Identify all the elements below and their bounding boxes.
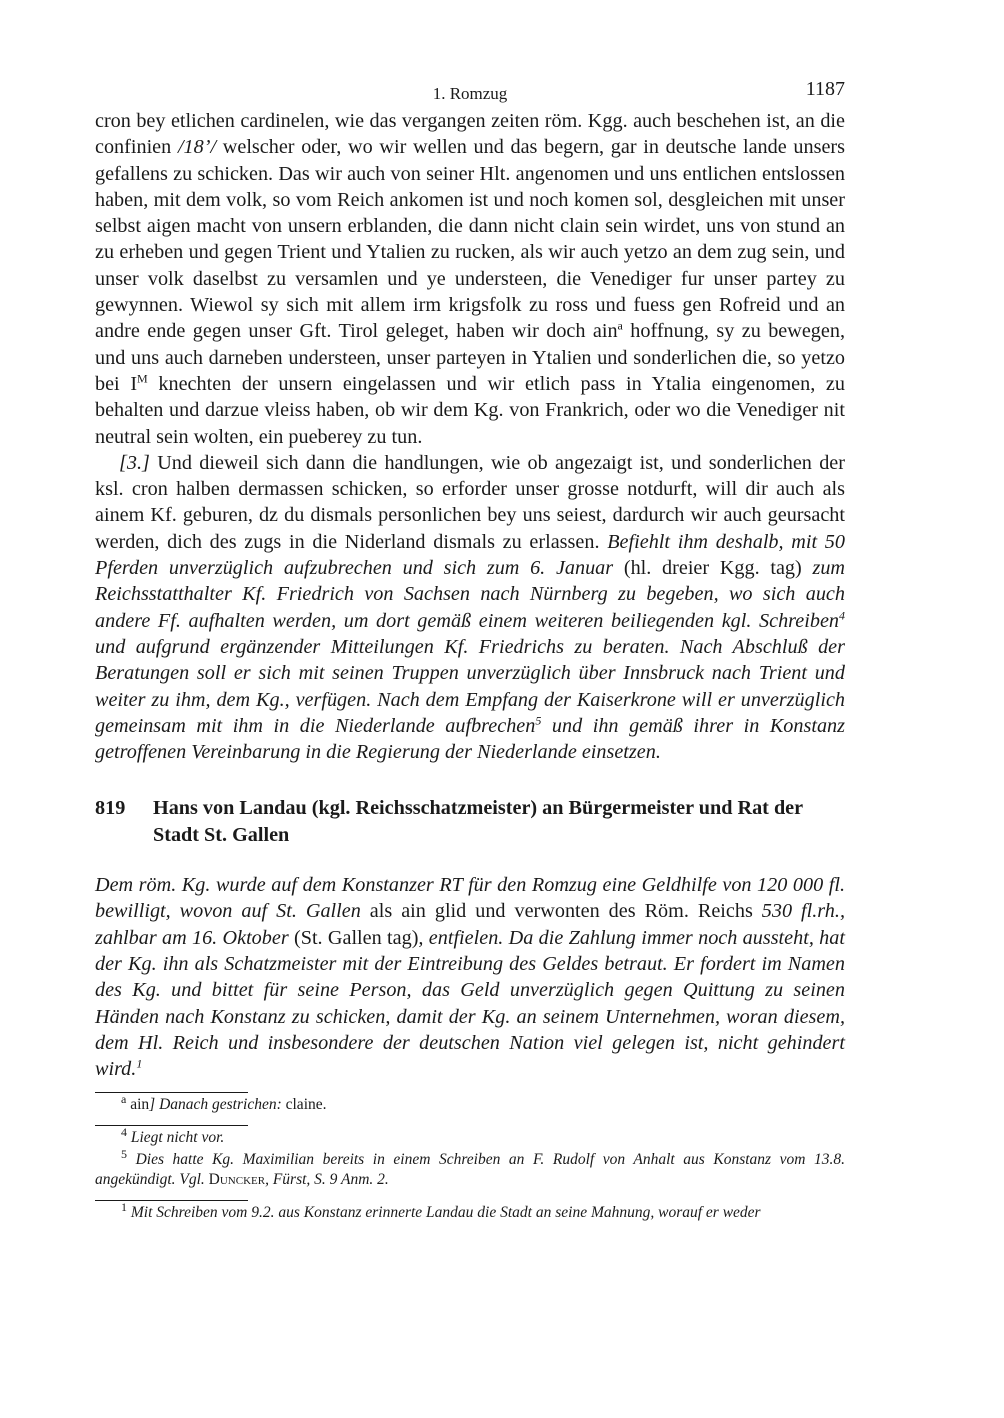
- text-run: (St. Gallen tag): [288, 926, 419, 949]
- footnote-mark: 1: [121, 1200, 127, 1215]
- text-run: knechten der unsern eingelassen und wir etlich pass in Ytalia eingenomen, zu behalten und darzue vleiss haben, ob wir dem Kg. von Frankrich, oder wo die Venediger nit neutral sein wolten, ein pueberey zu tun.: [95, 372, 845, 448]
- footnote-rule: [95, 1125, 248, 1126]
- document-title: Hans von Landau (kgl. Reichsschatzmeister) an Bürgermeister und Rat der Stadt St. Gallen: [153, 797, 803, 846]
- regest-italic: und aufgrund ergänzender Mitteilungen Kf. Friedrichs zu beraten. Nach Abschluß der Beratungen soll er sich mit seinen Truppen unverzüglich über Innsbruck nach Trient und weiter zu ihm, dem Kg., verfügen. Nach dem Empfang der Kaiserkrone will er unverzüglich gemeinsam mit ihm in die Niederlande aufbrechen: [95, 635, 845, 737]
- document-number: 819: [95, 797, 126, 820]
- footnote-italic: , Fürst, S. 9 Anm. 2.: [265, 1171, 389, 1189]
- document-heading: [95, 795, 845, 848]
- regest-italic: , entfielen. Da die Zahlung immer noch aussteht, hat der Kg. ihn als Schatzmeister mit der Eintreibung des Geldes betraut. Er fordert im Namen des Kg. und bittet für seine Person, das Geld unverzüglich gegen Quittung zu seinen Händen nach Konstanz zu schicken, damit der Kg. an seinem Unternehmen, woran diesem, dem Hl. Reich und insbesondere der deutschen Nation viel gelegen ist, nicht gehindert wird.: [95, 926, 845, 1081]
- footnote-text: claine.: [281, 1096, 327, 1114]
- footnote-mark: 5: [121, 1147, 127, 1162]
- footnote-mark: 4: [121, 1125, 127, 1140]
- superscript-m: M: [137, 371, 148, 386]
- footnote-5: [95, 1147, 846, 1190]
- footnote-italic: Liegt nicht vor.: [130, 1129, 225, 1147]
- regest-italic: 530 fl.rh., zahlbar am 16. Oktober: [95, 900, 845, 949]
- footnote-mark: a: [121, 1092, 127, 1107]
- footnote-bracket: ]: [149, 1096, 156, 1114]
- section-number: [3.]: [119, 451, 150, 474]
- textcritical-footnotes: [95, 1092, 845, 1115]
- main-paragraph-2: [95, 450, 845, 766]
- footnote-rule: [95, 1092, 248, 1093]
- text-run: Und dieweil sich dann die handlungen, wie ob angezaigt ist, und sonderlichen der ksl. cron halben dermassen schicken, so erforder unser grosse notdurft, will dir auch als ainem Kf. geburen, dz du dismals personlichen bey uns seiest, dardurch wir auch geursacht werden, dich des zugs in die Niderland dismals zu erlassen.: [95, 451, 845, 553]
- footnote-ref-1[interactable]: 1: [136, 1056, 143, 1071]
- text-run: cron bey etlichen cardinelen, wie das vergangen zeiten röm. Kgg. auch beschehen ist, an die confinien: [95, 110, 845, 159]
- footnote-ref-4[interactable]: 4: [839, 607, 845, 622]
- footnote-4: [95, 1125, 845, 1148]
- footnote-rule: [95, 1200, 248, 1201]
- regest-italic: Dem röm. Kg. wurde auf dem Konstanzer RT für den Romzug eine Geldhilfe von 120 000 fl. bewilligt, wovon auf St. Gallen: [95, 874, 845, 923]
- document-footnotes: [95, 1200, 845, 1223]
- text-run: (hl. dreier Kgg. tag): [613, 557, 813, 580]
- text-run: hoffnung, sy zu bewegen, und uns auch darneben understeen, unser parteyen in Ytalien und sonderlichen die, so yetzo bei I: [95, 320, 845, 395]
- footnote-italic: Mit Schreiben vom 9.2. aus Konstanz erinnerte Landau die Stadt an seine Mahnung, worauf er weder: [130, 1204, 761, 1222]
- footnote-italic: Danach gestrichen:: [155, 1096, 282, 1114]
- footnote-author: Duncker: [208, 1171, 266, 1189]
- document-page: [95, 78, 845, 1223]
- regest-italic: zum Reichsstatthalter Kf. Friedrich von Sachsen nach Nürnberg zu begeben, wo sich auch andere Ff. aufhalten werden, um dort gemäß einem weiteren beiliegenden kgl. Schreiben: [95, 557, 845, 632]
- footnote-italic: Dies hatte Kg. Maximilian bereits in einem Schreiben an F. Rudolf von Anhalt aus Konstanz vom 13.8. angekündigt. Vgl.: [95, 1151, 846, 1189]
- footnote-ref-a[interactable]: a: [617, 318, 623, 333]
- running-head-title: 1. Romzug: [432, 84, 508, 103]
- main-paragraph-1: [95, 108, 845, 450]
- footnote-lemma: ain: [130, 1096, 150, 1114]
- footnote-a: [95, 1092, 845, 1115]
- regest-italic: Befiehlt ihm deshalb, mit 50 Pferden unverzüglich aufzubrechen und sich zum 6. Januar: [95, 530, 845, 580]
- footnote-ref-5[interactable]: 5: [535, 713, 542, 728]
- commentary-footnotes: [95, 1125, 845, 1190]
- text-run: als ain glid und verwonten des Röm. Reichs: [360, 900, 762, 923]
- text-run: welscher oder, wo wir wellen und das begern, gar in deutsche lande unsers gefallens zu schicken. Das wir auch von seiner Hlt. angenomen und uns entlichen entslossen haben, mit dem volk, so vom Reich ankomen ist und noch komen sol, desgleichen mit unser selbst aigen macht von unsern erblanden, die dann nicht clain sein wirdet, uns von stund an zu erheben und gegen Trient und Ytalien zu rucken, als wir auch yetzo an dem zug sein, und unser volk daselbst zu versamlen und ye understeen, die Venediger fur unser partey zu gewynnen. Wiewol sy sich mit allem irm krigsfolk zu ross und fuess gen Rofreid und an andre ende gegen unser Gft. Tirol geleget, haben wir doch ain: [95, 136, 845, 343]
- footnote-1: [95, 1200, 845, 1223]
- regest-paragraph: [95, 872, 845, 1082]
- folio-marker: /18’/: [177, 136, 217, 159]
- regest-italic: und ihn gemäß ihrer in Konstanz getroffenen Vereinbarung in die Regierung der Niederlande einsetzen.: [95, 714, 845, 764]
- running-head: [95, 78, 845, 108]
- page-number: 1187: [805, 78, 845, 100]
